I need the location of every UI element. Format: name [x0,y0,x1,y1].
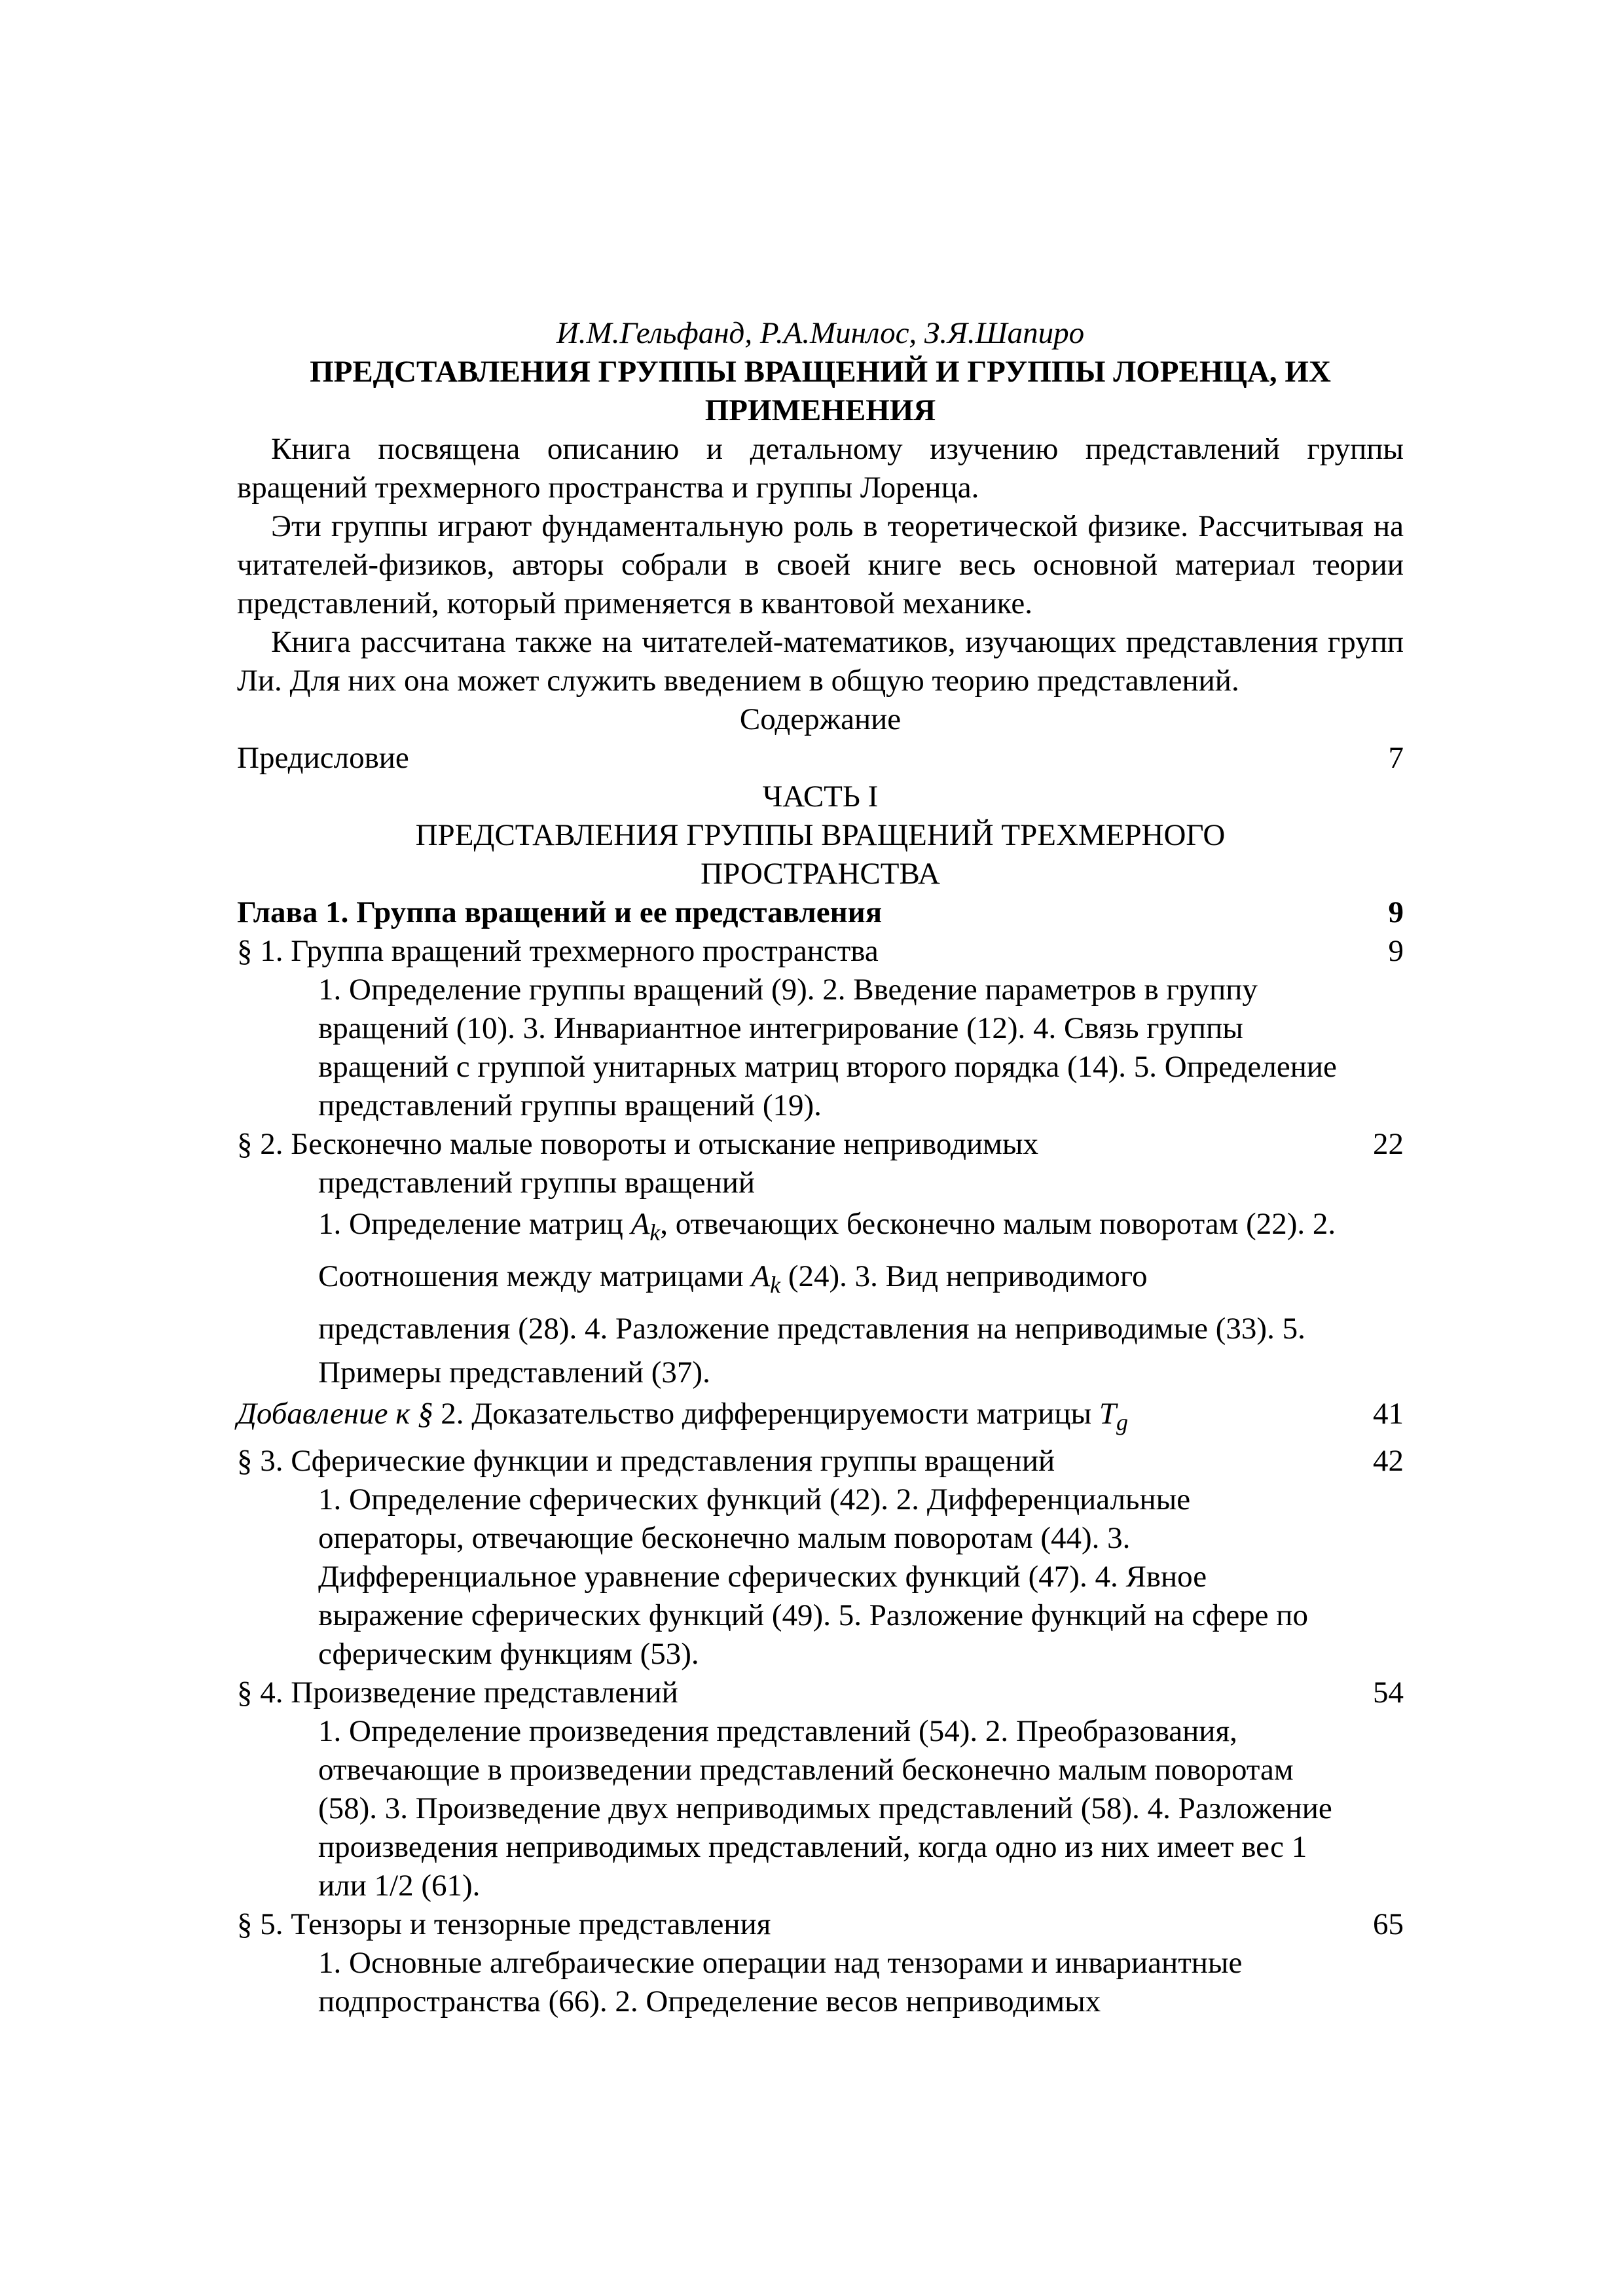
toc-entry-label: Глава 1. Группа вращений и ее представления [237,895,883,929]
toc-entry-label: Предисловие [237,741,409,775]
toc-entry-page: 41 [1373,1397,1404,1431]
part-title-line-2: ПРОСТРАНСТВА [701,857,940,891]
toc-entry-page: 65 [1373,1907,1404,1941]
toc-entry-section-2 [237,1125,1404,1202]
book-title-line-2: ПРИМЕНЕНИЯ [704,393,936,427]
matrix-subscript: g [1116,1409,1128,1435]
toc-section-3-description: 1. Определение сферических функций (42). 2. Дифференциальные операторы, отвечающие бесконечно малым поворотам (44). 3. Дифференциальное уравнение сферических функций (47). 4. Явное выражение сферических функций (49). 5. Разложение функций на сфере по сферическим функциям (53). [318,1482,1308,1671]
toc-entry-page: 42 [1373,1444,1404,1478]
desc-text: , отвечающих бесконечно малым поворотам (22). 2. Соотношения между матрицами [318,1207,1336,1293]
toc-entry-label: § 4. Произведение представлений [237,1676,678,1710]
document-page [237,314,1404,2021]
authors: И.М.Гельфанд, Р.А.Минлос, З.Я.Шапиро [556,316,1085,350]
part-title-line-1: ПРЕДСТАВЛЕНИЯ ГРУППЫ ВРАЩЕНИЙ ТРЕХМЕРНОГО [415,818,1226,852]
toc-entry-page: 7 [1388,741,1404,775]
part-label: ЧАСТЬ I [762,780,879,814]
book-title [237,353,1404,430]
toc-entry-preface [237,739,1404,778]
matrix-symbol: T [1099,1397,1116,1431]
matrix-symbol: A [630,1207,650,1241]
toc-entry-section-4 [237,1674,1404,1712]
toc-entry-page: 22 [1373,1127,1404,1161]
desc-text: (24). 3. Вид неприводимого представления (28). 4. Разложение представления на неприводимые (33). 5. Примеры представлений (37). [318,1259,1305,1390]
desc-text: 1. Определение матриц [318,1207,631,1241]
toc-entry-label: § 5. Тензоры и тензорные представления [237,1907,771,1941]
toc-entry-section-5 [237,1905,1404,1944]
book-title-line-1: ПРЕДСТАВЛЕНИЯ ГРУППЫ ВРАЩЕНИЙ И ГРУППЫ ЛОРЕНЦА, ИХ [310,355,1331,389]
toc-entry-section-1 [237,932,1404,971]
abstract-paragraph-1: Книга посвящена описанию и детальному изучению представлений группы вращений трехмерного пространства и группы Лоренца. [237,432,1404,505]
toc-entry-section-3 [237,1442,1404,1480]
toc-entry-page: 9 [1388,934,1404,968]
toc-entry-label: § 3. Сферические функции и представления группы вращений [237,1444,1055,1478]
toc-section-5-description: 1. Основные алгебраические операции над тензорами и инвариантные подпространства (66). 2. Определение весов неприводимых [318,1946,1243,2018]
toc-entry-label [237,1125,1358,1202]
addendum-text: 2. Доказательство дифференцируемости матрицы [441,1397,1099,1431]
toc-entry-addendum [237,1395,1404,1442]
toc-section-4-description: 1. Определение произведения представлений (54). 2. Преобразования, отвечающие в произведении представлений бесконечно малым поворотам (58). 3. Произведение двух неприводимых представлений (58). 4. Разложение произведения неприводимых представлений, когда одно из них имеет вес 1 или 1/2 (61). [318,1714,1332,1903]
abstract-paragraph-2: Эти группы играют фундаментальную роль в теоретической физике. Рассчитывая на читателей-физиков, авторы собрали в своей книге весь основной материал теории представлений, который применяется в квантовой механике. [237,509,1404,620]
toc-section-2-description [237,1202,1404,1395]
addendum-italic-prefix: Добавление к § [237,1397,441,1431]
toc-entry-label: § 1. Группа вращений трехмерного пространства [237,934,879,968]
toc-entry-label-line-1: § 2. Бесконечно малые повороты и отыскание неприводимых [237,1127,1038,1161]
toc-entry-page: 9 [1388,895,1404,929]
matrix-subscript: k [770,1272,781,1298]
toc-entry-label-line-2: представлений группы вращений [318,1166,756,1200]
toc-entry-label [237,1395,1358,1442]
toc-entry-page: 54 [1373,1676,1404,1710]
abstract-paragraph-3: Книга рассчитана также на читателей-математиков, изучающих представления групп Ли. Для них она может служить введением в общую теорию представлений. [237,625,1404,698]
matrix-subscript: k [649,1219,661,1246]
matrix-symbol: A [751,1259,771,1293]
toc-heading: Содержание [739,702,902,736]
toc-entry-chapter-1 [237,893,1404,932]
toc-section-1-description: 1. Определение группы вращений (9). 2. Введение параметров в группу вращений (10). 3. Инвариантное интегрирование (12). 4. Связь группы вращений с группой унитарных матриц второго порядка (14). 5. Определение представлений группы вращений (19). [318,973,1337,1122]
part-title [237,816,1404,893]
